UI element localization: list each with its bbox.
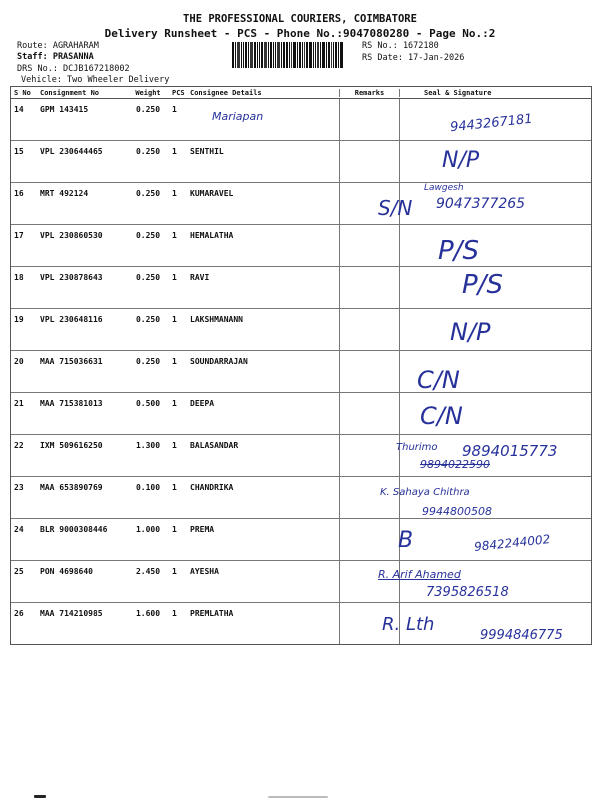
cell-consignee: AYESHA [187, 561, 340, 602]
handwritten-note: N/P [442, 148, 480, 173]
cell-sno: 14 [14, 105, 24, 114]
handwritten-note: P/S [462, 270, 503, 300]
cell-pcs: 1 [172, 105, 177, 114]
handwritten-phone: 7395826518 [426, 585, 509, 600]
cell-seal [400, 309, 591, 350]
cell-pcs: 1 [172, 525, 177, 534]
barcode-bar [277, 42, 280, 68]
barcode-bar [248, 42, 249, 68]
cell-weight: 0.250 [135, 105, 161, 114]
barcode-bar [335, 42, 337, 68]
handwritten-phone: 9944800508 [422, 505, 492, 518]
cell-pcs: 1 [172, 441, 177, 450]
cell-pcs: 1 [172, 609, 177, 618]
cell-pcs: 1 [172, 189, 177, 198]
handwritten-note: C/N [420, 402, 463, 430]
handwritten-signature: R. Arif Ahamed [378, 568, 461, 581]
barcode-bar [309, 42, 312, 68]
cell-consignee: BALASANDAR [187, 435, 340, 476]
cell-consignment: MAA 715381013 [40, 399, 103, 408]
barcode-bar [340, 42, 343, 68]
cell-sno: 20 [14, 357, 24, 366]
col-seal: Seal & Signature [424, 88, 492, 97]
handwritten-phone: 9994846775 [480, 628, 563, 643]
cell-weight: 1.300 [135, 441, 161, 450]
vehicle-label: Vehicle: Two Wheeler Delivery [21, 75, 170, 85]
cell-consignment: VPL 230878643 [40, 273, 103, 282]
handwritten-signature: Thurimo [396, 442, 438, 453]
barcode-bar [261, 42, 263, 68]
cell-remarks [340, 267, 400, 308]
barcode-bar [254, 42, 256, 68]
cell-sno: 17 [14, 231, 24, 240]
cell-sno: 16 [14, 189, 24, 198]
handwritten-note: P/S [438, 236, 479, 266]
barcode-bar [326, 42, 327, 68]
barcode-bar [338, 42, 339, 68]
barcode-bar [299, 42, 301, 68]
barcode-bar [281, 42, 282, 68]
barcode-bar [317, 42, 319, 68]
cell-consignee: SENTHIL [187, 141, 340, 182]
cell-sno: 21 [14, 399, 24, 408]
table-row [11, 477, 591, 519]
barcode-bar [320, 42, 321, 68]
barcode-bar [270, 42, 272, 68]
cell-pcs: 1 [172, 483, 177, 492]
handwritten-phone: 9443267181 [449, 111, 534, 136]
barcode-bar [322, 42, 325, 68]
cell-consignment: MAA 653890769 [40, 483, 103, 492]
col-weight: Weight [135, 88, 161, 97]
cell-sno: 15 [14, 147, 24, 156]
cell-consignee: KUMARAVEL [187, 183, 340, 224]
handwritten-name: Mariapan [212, 110, 264, 123]
table-row [11, 225, 591, 267]
cell-consignee: PREMLATHA [187, 603, 340, 644]
cell-consignee [187, 99, 340, 140]
cell-consignee: LAKSHMANANN [187, 309, 340, 350]
cell-remarks [340, 99, 400, 140]
cell-sno: 25 [14, 567, 24, 576]
cell-seal [400, 141, 591, 182]
cell-sno: 23 [14, 483, 24, 492]
cell-consignment: VPL 230860530 [40, 231, 103, 240]
barcode-bar [232, 42, 234, 68]
table-row [11, 351, 591, 393]
table-row [11, 393, 591, 435]
cell-consignment: VPL 230644465 [40, 147, 103, 156]
handwritten-note: S/N [378, 196, 413, 220]
cell-remarks [340, 393, 400, 434]
barcode-bar [286, 42, 288, 68]
cell-consignee: DEEPA [187, 393, 340, 434]
handwritten-note: N/P [450, 318, 491, 346]
runsheet-subtitle: Delivery Runsheet - PCS - Phone No.:9047080280 - Page No.:2 [104, 27, 496, 40]
barcode-bar [245, 42, 247, 68]
handwritten-signature: K. Sahaya Chithra [380, 487, 470, 498]
cell-weight: 0.250 [135, 189, 161, 198]
barcode-bar [297, 42, 298, 68]
cell-consignee: CHANDRIKA [187, 477, 340, 518]
handwritten-phone: 9842244002 [473, 532, 551, 554]
company-title: THE PROFESSIONAL COURIERS, COIMBATORE [183, 13, 417, 25]
cell-remarks [340, 351, 400, 392]
barcode-bar [331, 42, 332, 68]
runsheet-table [10, 86, 592, 645]
barcode-bar [257, 42, 258, 68]
cell-pcs: 1 [172, 567, 177, 576]
barcode-bar [283, 42, 285, 68]
handwritten-signature: B [398, 528, 414, 553]
barcode-bar [333, 42, 334, 68]
table-body [11, 99, 591, 644]
barcode-bar [259, 42, 260, 68]
cell-sno: 22 [14, 441, 24, 450]
cell-pcs: 1 [172, 399, 177, 408]
col-pcs: PCS [172, 88, 185, 97]
barcode-bar [291, 42, 292, 68]
cell-consignment: MAA 715036631 [40, 357, 103, 366]
col-consignee: Consignee Details [187, 89, 340, 97]
cell-consignment: MRT 492124 [40, 189, 89, 198]
rs-date: RS Date: 17-Jan-2026 [362, 53, 465, 63]
cell-consignee: PREMA [187, 519, 340, 560]
cell-consignment: IXM 509616250 [40, 441, 103, 450]
barcode-bar [313, 42, 314, 68]
handwritten-phone: 9047377265 [436, 196, 526, 212]
cell-weight: 1.000 [135, 525, 161, 534]
cell-weight: 0.250 [135, 357, 161, 366]
barcode-bar [315, 42, 316, 68]
cell-weight: 0.500 [135, 399, 161, 408]
rs-number: RS No.: 1672180 [362, 41, 439, 51]
cell-consignee: HEMALATHA [187, 225, 340, 266]
cell-consignee: SOUNDARRAJAN [187, 351, 340, 392]
cell-pcs: 1 [172, 231, 177, 240]
cell-weight: 0.250 [135, 315, 161, 324]
barcode-bar [273, 42, 274, 68]
barcode-bar [243, 42, 244, 68]
cell-sno: 19 [14, 315, 24, 324]
cell-sno: 24 [14, 525, 24, 534]
barcode-bar [268, 42, 269, 68]
cell-remarks [340, 519, 400, 560]
cell-weight: 0.250 [135, 273, 161, 282]
barcode-bar [302, 42, 303, 68]
cell-sno: 26 [14, 609, 24, 618]
handwritten-struck-phone: 9894022590 [420, 458, 490, 471]
table-row [11, 309, 591, 351]
barcode-bar [237, 42, 240, 68]
barcode-bar [328, 42, 330, 68]
cell-remarks [340, 225, 400, 266]
col-remarks: Remarks [340, 89, 400, 97]
cell-consignment: VPL 230648116 [40, 315, 103, 324]
drs-label: DRS No.: DCJB167218002 [17, 64, 130, 74]
cell-weight: 1.600 [135, 609, 161, 618]
cell-consignment: PON 4698640 [40, 567, 93, 576]
barcode-bar [306, 42, 308, 68]
route-label: Route: AGRAHARAM [17, 41, 99, 51]
cell-remarks [340, 435, 400, 476]
cell-weight: 0.250 [135, 231, 161, 240]
col-consignment: Consignment No [40, 88, 100, 97]
cell-weight: 0.250 [135, 147, 161, 156]
handwritten-signature: Lawgesh [424, 183, 464, 193]
cell-weight: 0.100 [135, 483, 161, 492]
staff-label: Staff: PRASANNA [17, 52, 94, 62]
scan-speck [34, 795, 46, 798]
cell-pcs: 1 [172, 147, 177, 156]
cell-consignee: RAVI [187, 267, 340, 308]
cell-pcs: 1 [172, 315, 177, 324]
cell-seal [400, 225, 591, 266]
cell-remarks [340, 141, 400, 182]
handwritten-signature: R. Lth [382, 614, 435, 635]
cell-remarks [340, 309, 400, 350]
scan-speck [268, 796, 328, 798]
barcode-bar [293, 42, 296, 68]
cell-weight: 2.450 [135, 567, 161, 576]
cell-consignment: MAA 714210985 [40, 609, 103, 618]
col-sno: S No [14, 88, 31, 97]
barcode-bar [235, 42, 236, 68]
handwritten-phone: 9894015773 [462, 442, 558, 460]
barcode-bar [250, 42, 253, 68]
cell-consignment: GPM 143415 [40, 105, 89, 114]
cell-sno: 18 [14, 273, 24, 282]
handwritten-note: C/N [417, 366, 460, 394]
barcode-bar [264, 42, 267, 68]
cell-consignment: BLR 9000308446 [40, 525, 108, 534]
table-header [11, 87, 591, 99]
barcode-image [232, 42, 356, 68]
barcode-bar [289, 42, 290, 68]
barcode-bar [241, 42, 242, 68]
table-row [11, 141, 591, 183]
table-row [11, 267, 591, 309]
cell-pcs: 1 [172, 273, 177, 282]
cell-pcs: 1 [172, 357, 177, 366]
barcode-bar [304, 42, 305, 68]
barcode-bar [275, 42, 276, 68]
